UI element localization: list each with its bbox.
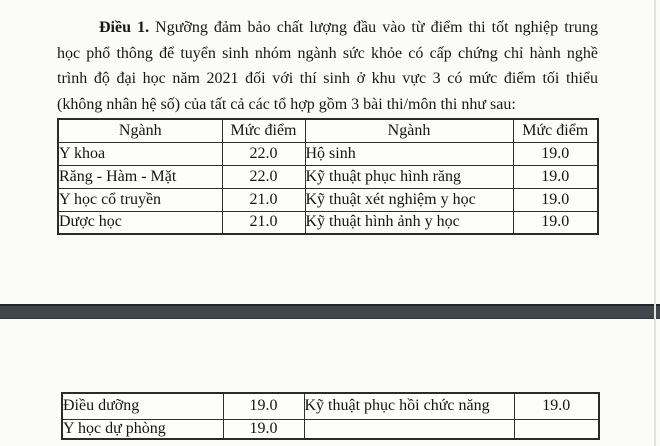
score-cell: 21.0 [222, 188, 305, 211]
table-row [58, 211, 598, 234]
table-row [58, 142, 598, 165]
article-heading: Điều 1. [99, 19, 150, 36]
score-cell: 22.0 [222, 142, 305, 165]
admission-scores-table-upper [57, 118, 599, 235]
empty-cell [304, 419, 514, 439]
screenshot-stitch-separator-bar [0, 304, 660, 319]
table-row [62, 393, 599, 419]
intro-line-1-text: Ngưỡng đảm bảo chất lượng đầu vào từ điểm thi tốt nghiệp trung [149, 19, 598, 36]
intro-paragraph [57, 15, 598, 117]
score-cell: 19.0 [223, 393, 304, 419]
intro-line-4: (không nhân hệ số) của tất cả các tổ hợp gồm 3 bài thi/môn thi như sau: [57, 95, 516, 113]
major-cell: Dược học [58, 211, 222, 234]
score-cell: 19.0 [513, 211, 598, 234]
major-cell: Kỹ thuật hình ảnh y học [305, 211, 513, 234]
major-cell: Y khoa [58, 142, 222, 165]
score-cell: 19.0 [513, 165, 598, 188]
major-cell: Y học dự phòng [62, 419, 223, 439]
empty-cell [514, 419, 599, 439]
header-major-2: Ngành [305, 119, 513, 142]
header-major-1: Ngành [58, 119, 222, 142]
major-cell: Kỹ thuật phục hồi chức năng [304, 393, 514, 419]
intro-line-1 [57, 15, 598, 41]
score-cell: 22.0 [222, 165, 305, 188]
table-header-row [58, 119, 598, 142]
intro-line-2: học phổ thông để tuyển sinh nhóm ngành sức khỏe có cấp chứng chỉ hành nghề [57, 44, 598, 62]
major-cell: Răng - Hàm - Mặt [58, 165, 222, 188]
major-cell: Điều dưỡng [62, 393, 223, 419]
table-row [58, 165, 598, 188]
header-score-2: Mức điểm [513, 119, 598, 142]
score-cell: 19.0 [513, 142, 598, 165]
score-cell: 21.0 [222, 211, 305, 234]
table-row [58, 188, 598, 211]
header-score-1: Mức điểm [222, 119, 305, 142]
major-cell: Kỹ thuật phục hình răng [305, 165, 513, 188]
major-cell: Y học cổ truyền [58, 188, 222, 211]
intro-line-3: trình độ đại học năm 2021 đối với thí sinh ở khu vực 3 có mức điểm tối thiểu [57, 70, 598, 87]
table-row [62, 419, 599, 439]
score-cell: 19.0 [514, 393, 599, 419]
admission-scores-table-lower [61, 392, 600, 440]
score-cell: 19.0 [513, 188, 598, 211]
scan-page-edge-line [654, 0, 656, 446]
major-cell: Hộ sinh [305, 142, 513, 165]
score-cell: 19.0 [223, 419, 304, 439]
major-cell: Kỹ thuật xét nghiệm y học [305, 188, 513, 211]
